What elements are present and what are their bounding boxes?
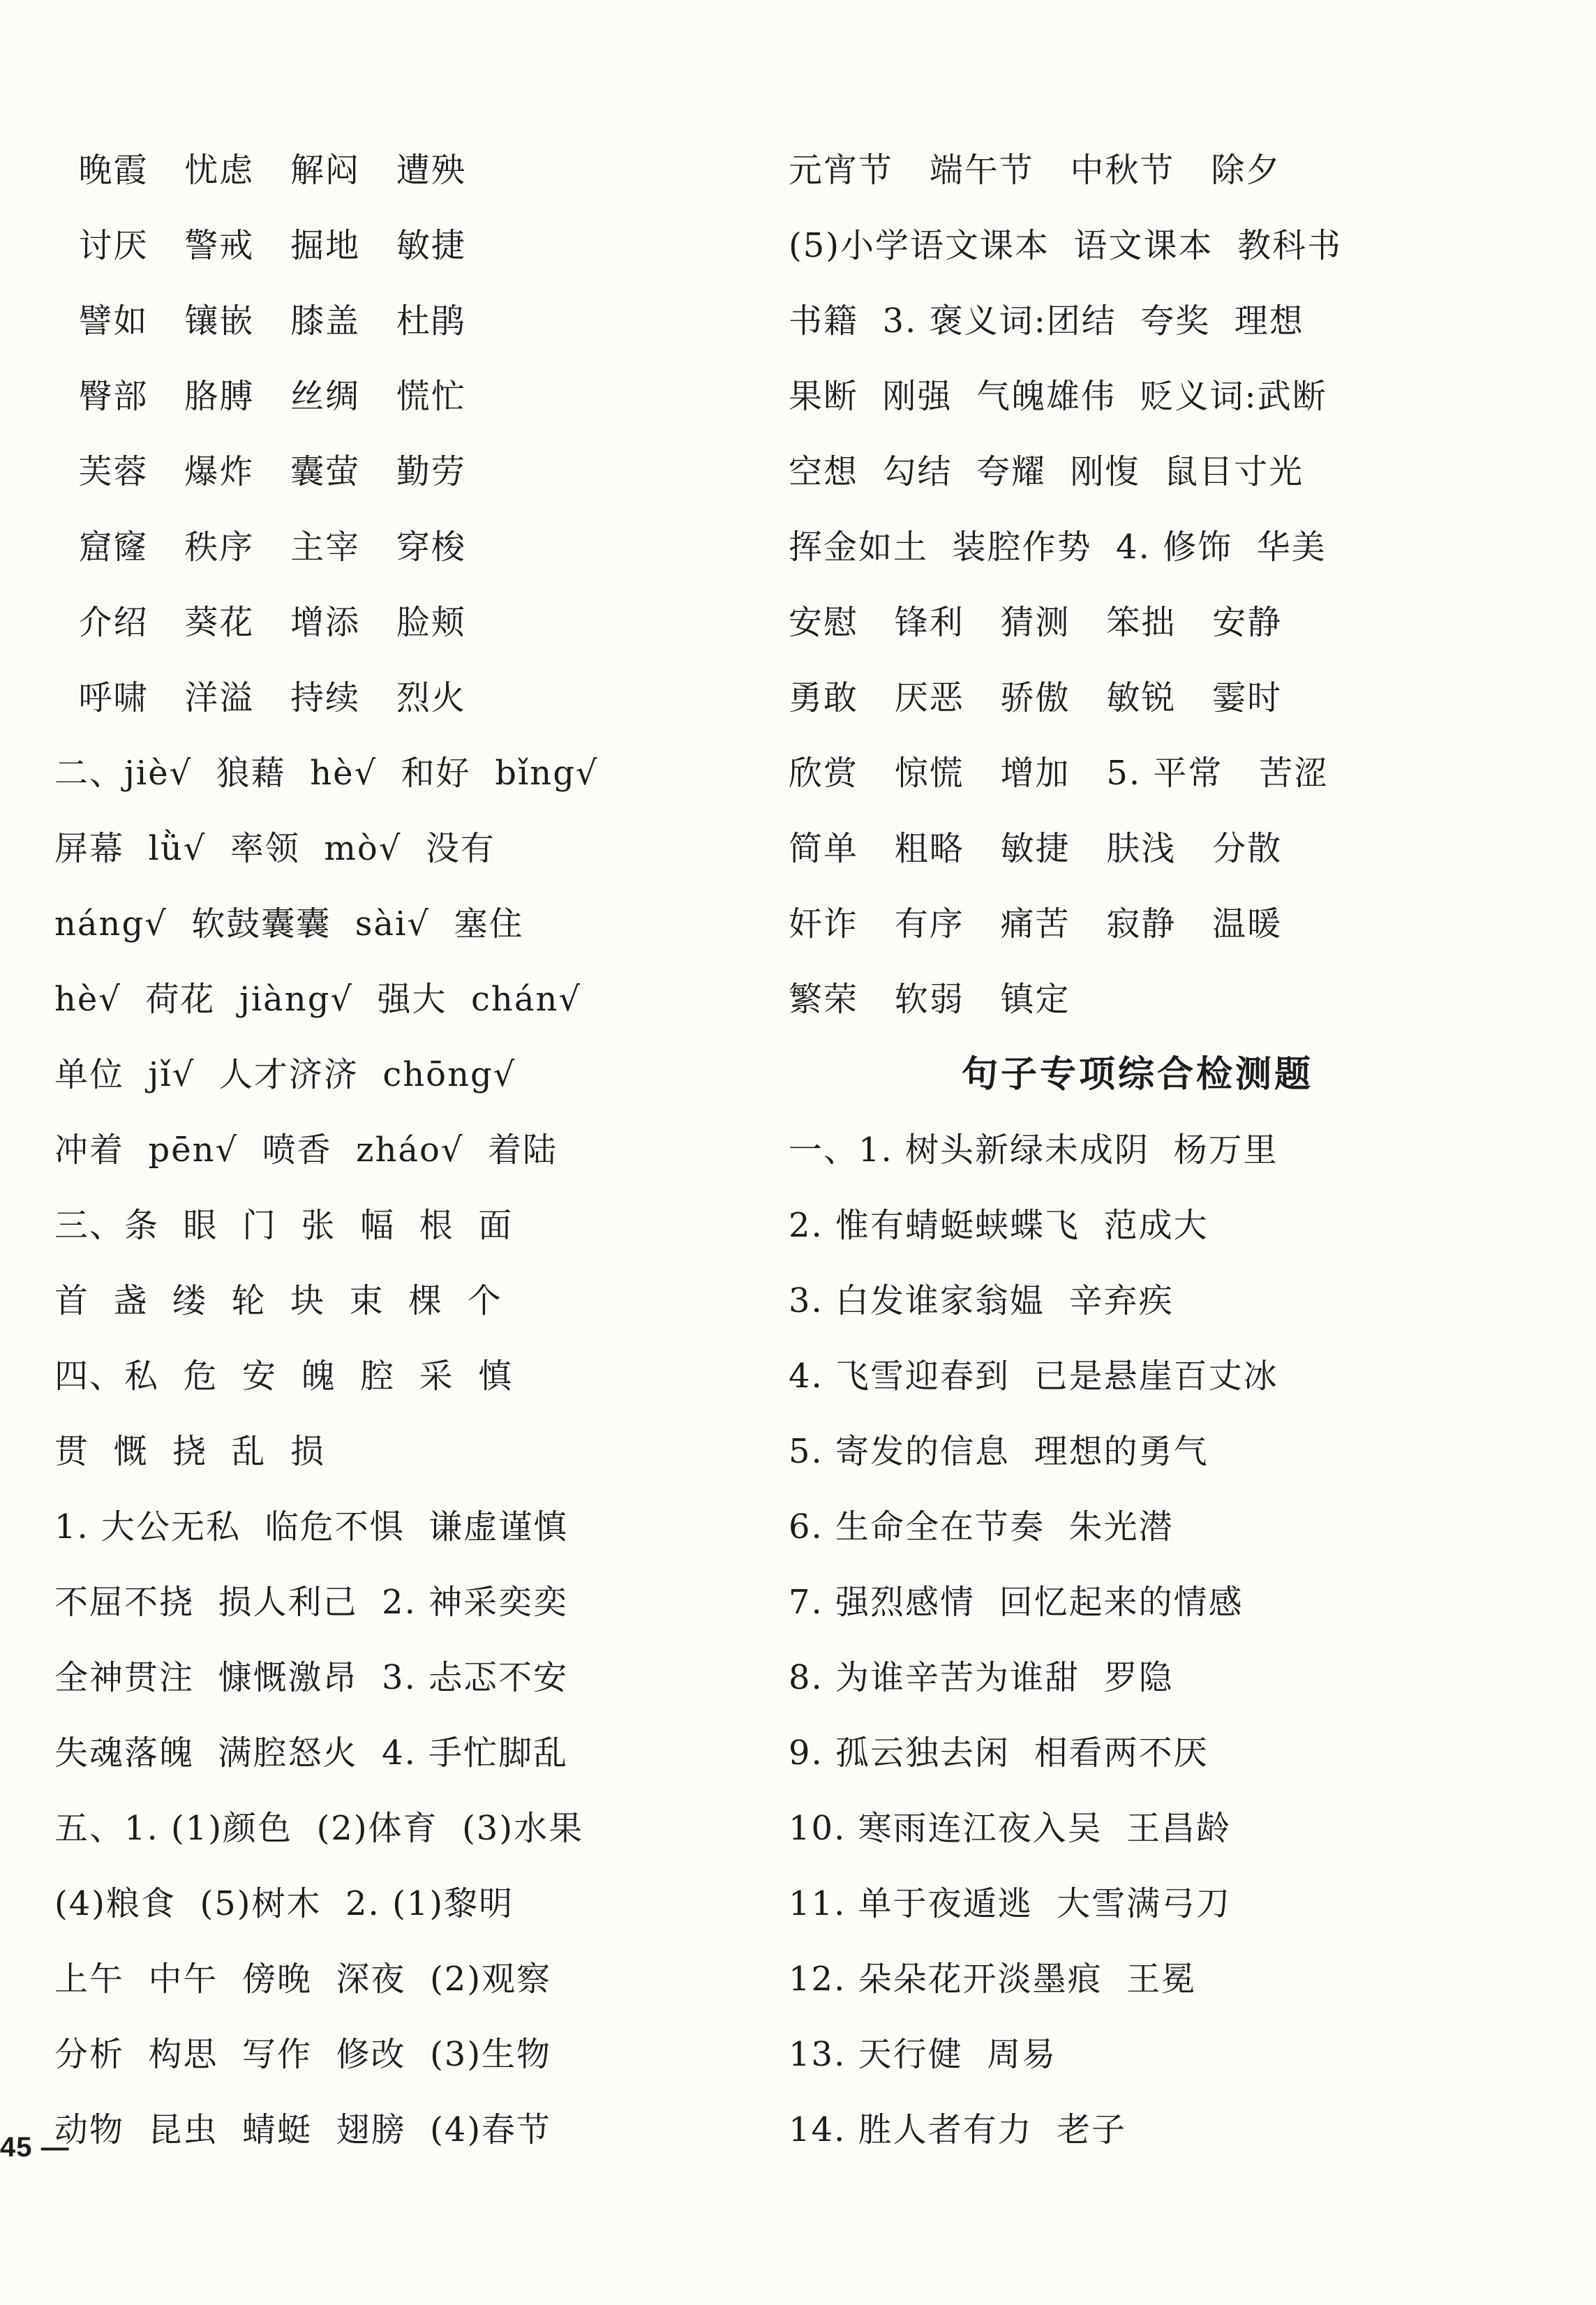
text-line: 失魂落魄 满腔怒火 4. 手忙脚乱 [54, 1733, 569, 1773]
text-line: 屏幕 lǜ√ 率领 mò√ 没有 [54, 829, 495, 868]
text-line: (5)小学语文课本 语文课本 教科书 [789, 226, 1343, 265]
text-line: 五、1. (1)颜色 (2)体育 (3)水果 [54, 1809, 584, 1848]
text-line: 元宵节 端午节 中秋节 除夕 [789, 151, 1281, 190]
text-line: 窟窿 秩序 主宰 穿梭 [54, 528, 466, 567]
text-line: 三、条 眼 门 张 幅 根 面 [54, 1206, 514, 1245]
text-line: 10. 寒雨连江夜入吴 王昌龄 [789, 1809, 1232, 1848]
text-line: 上午 中午 傍晚 深夜 (2)观察 [54, 1960, 552, 1999]
text-line: 二、jiè√ 狼藉 hè√ 和好 bǐng√ [54, 754, 599, 793]
text-line: 动物 昆虫 蜻蜓 翅膀 (4)春节 [54, 2110, 552, 2149]
text-line: 讨厌 警戒 掘地 敏捷 [54, 226, 466, 265]
section-title: 句子专项综合检测题 [961, 1054, 1313, 1096]
left-column [54, 133, 752, 2168]
text-line: 呼啸 洋溢 持续 烈火 [54, 678, 466, 717]
text-line: 芙蓉 爆炸 囊萤 勤劳 [54, 452, 466, 491]
right-column [789, 133, 1486, 2168]
text-line: 不屈不挠 损人利己 2. 神采奕奕 [54, 1583, 569, 1622]
text-line: 四、私 危 安 魄 腔 采 慎 [54, 1357, 514, 1396]
text-line: 挥金如土 装腔作势 4. 修饰 华美 [789, 528, 1327, 567]
text-line: 介绍 葵花 增添 脸颊 [54, 603, 466, 642]
text-line: 简单 粗略 敏捷 肤浅 分散 [789, 829, 1283, 868]
text-line: 果断 刚强 气魄雄伟 贬义词:武断 [789, 377, 1327, 416]
text-line: 14. 胜人者有力 老子 [789, 2110, 1127, 2149]
text-line: 全神贯注 慷慨激昂 3. 忐忑不安 [54, 1658, 569, 1697]
text-line: 11. 单于夜遁逃 大雪满弓刀 [789, 1884, 1232, 1923]
text-line: 单位 jǐ√ 人才济济 chōng√ [54, 1055, 516, 1094]
text-line: 冲着 pēn√ 喷香 zháo√ 着陆 [54, 1131, 558, 1170]
text-line: 欣赏 惊慌 增加 5. 平常 苦涩 [789, 754, 1329, 793]
text-line: 一、1. 树头新绿未成阴 杨万里 [789, 1131, 1278, 1170]
text-line: 1. 大公无私 临危不惧 谦虚谨慎 [54, 1507, 569, 1546]
text-line: 首 盏 缕 轮 块 束 棵 个 [54, 1281, 502, 1320]
text-line: 晚霞 忧虑 解闷 遭殃 [54, 151, 466, 190]
text-line: 13. 天行健 周易 [789, 2035, 1057, 2074]
text-line: 6. 生命全在节奏 朱光潜 [789, 1507, 1174, 1546]
text-line: 12. 朵朵花开淡墨痕 王冕 [789, 1960, 1197, 1999]
text-line: 3. 白发谁家翁媪 辛弃疾 [789, 1281, 1174, 1320]
text-line: 譬如 镶嵌 膝盖 杜鹃 [54, 301, 466, 341]
text-line: hè√ 荷花 jiàng√ 强大 chán√ [54, 980, 581, 1019]
text-line: 7. 强烈感情 回忆起来的情感 [789, 1583, 1244, 1622]
text-line: 4. 飞雪迎春到 已是悬崖百丈冰 [789, 1357, 1278, 1396]
text-line: (4)粮食 (5)树木 2. (1)黎明 [54, 1884, 514, 1923]
text-line: 臀部 胳膊 丝绸 慌忙 [54, 377, 466, 416]
text-line: 8. 为谁辛苦为谁甜 罗隐 [789, 1658, 1174, 1697]
text-line: 5. 寄发的信息 理想的勇气 [789, 1432, 1209, 1471]
text-line: 2. 惟有蜻蜓蛱蝶飞 范成大 [789, 1206, 1209, 1245]
text-line: 贯 慨 挠 乱 损 [54, 1432, 326, 1471]
text-line: 空想 勾结 夸耀 刚愎 鼠目寸光 [789, 452, 1304, 491]
text-line: 勇敢 厌恶 骄傲 敏锐 霎时 [789, 678, 1283, 717]
text-line: 分析 构思 写作 修改 (3)生物 [54, 2035, 552, 2074]
text-line: 安慰 锋利 猜测 笨拙 安静 [789, 603, 1283, 642]
text-line: 9. 孤云独去闲 相看两不厌 [789, 1733, 1209, 1773]
text-line: 繁荣 软弱 镇定 [789, 980, 1071, 1019]
text-line: 奸诈 有序 痛苦 寂静 温暖 [789, 904, 1283, 943]
page-number: 45 — [0, 2132, 70, 2163]
text-line: 书籍 3. 褒义词:团结 夸奖 理想 [789, 301, 1304, 341]
text-line: náng√ 软鼓囊囊 sài√ 塞住 [54, 904, 524, 943]
